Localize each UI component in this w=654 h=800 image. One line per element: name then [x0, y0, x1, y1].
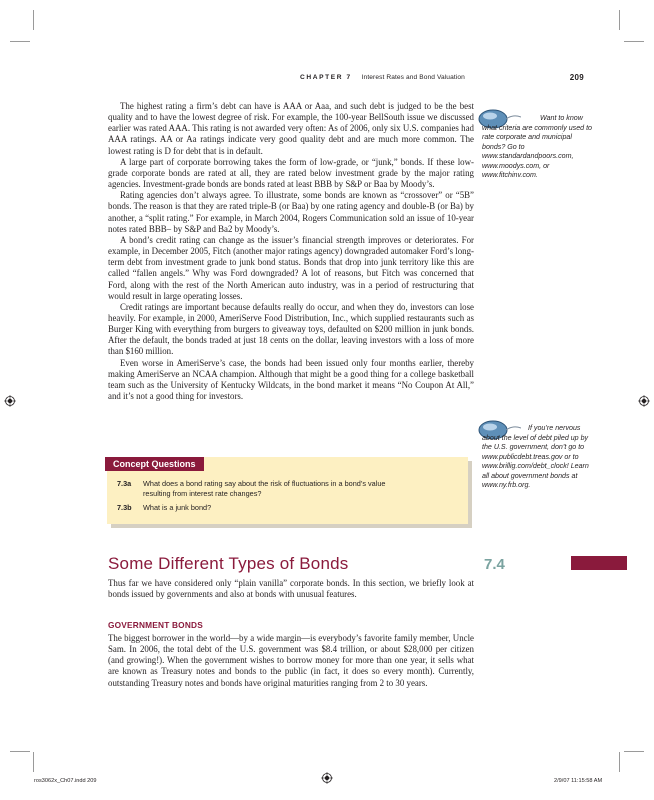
crop-mark: [619, 10, 620, 30]
registration-mark-icon: [638, 395, 650, 407]
section-intro: [108, 578, 474, 600]
footer-file: ros3062x_Ch07.indd 209: [34, 778, 97, 784]
page-number: 209: [569, 73, 584, 82]
question-text-continued: resulting from interest rate changes?: [143, 488, 262, 498]
question-text: What is a junk bond?: [143, 503, 212, 512]
paragraph: Credit ratings are important because defaults really do occur, and when they do, investors can lose heavily. For example, in 2000, AmeriServe Food Distribution, Inc., which supplied restaurants such as Burger King with everything from burgers to giveaway toys, defaulted on $200 million in junk bonds. After the default, the bonds traded at just 18 cents on the dollar, leaving investors with a loss of more than $160 million.: [108, 301, 474, 357]
paragraph: Even worse in AmeriServe’s case, the bonds had been issued only four months earlier, thereby making AmeriServe an NCAA champion. Although that might be a good thing for a college basketball team such as the University of Kentucky Wildcats, in the bond market it means “No Coupon At All,” and it’s not a good thing for investors.: [108, 357, 474, 402]
crop-mark: [10, 751, 30, 752]
margin-note: If you’re nervous about the level of debt piled up by the U.S. government, don’t go to www.publicdebt.treas.gov or to www.brillig.com/debt_clock! Learn all about government bonds at www.ny.frb.org.: [482, 424, 589, 489]
body-text: [108, 101, 474, 402]
paragraph: A large part of corporate borrowing takes the form of low-grade, or “junk,” bonds. If these low-grade corporate bonds are rated at all, they are rated below investment grade by the major rating agencies. Investment-grade bonds are bonds rated at least BBB by S&P or Baa by Moody’s.: [108, 156, 474, 190]
crop-mark: [619, 752, 620, 772]
question-text: What does a bond rating say about the risk of fluctuations in a bond’s value: [143, 479, 386, 488]
running-header: [300, 74, 584, 81]
question-number: 7.3a: [117, 479, 132, 488]
paragraph: Thus far we have considered only “plain vanilla” corporate bonds. In this section, we briefly look at bonds issued by governments and also at bonds with unusual features.: [108, 578, 474, 600]
crop-mark: [33, 10, 34, 30]
margin-note: Want to know what criteria are commonly used to rate corporate and municipal bonds? Go to www.standardandpoors.com, www.moodys.com, or www.fitchinv.com.: [482, 114, 592, 179]
crop-mark: [33, 752, 34, 772]
registration-mark-icon: [321, 772, 333, 784]
section-title: Some Different Types of Bonds: [108, 554, 349, 573]
question-number: 7.3b: [117, 503, 132, 512]
paragraph: The biggest borrower in the world—by a wide margin—is everybody’s favorite family member, Uncle Sam. In 2006, the total debt of the U.S. government was $8.4 trillion, or about $28,000 per citizen (and growing!). When the government wishes to borrow money for more than one year, it sells what are known as Treasury notes and bonds to the public (in fact, it does so every month). Currently, outstanding Treasury notes and bonds have original maturities ranging from 2 to 30 years.: [108, 633, 474, 688]
crop-mark: [624, 41, 644, 42]
paragraph: The highest rating a firm’s debt can have is AAA or Aaa, and such debt is judged to be the best quality and to have the lowest degree of risk. For example, the 100-year BellSouth issue we discussed earlier was rated AAA. This rating is not awarded very often: As of 2006, only six U.S. companies had AAA ratings. AA or Aa ratings indicate very good quality debt and are much more common. The lowest rating is D for debt that is in default.: [108, 101, 474, 156]
paragraph: A bond’s credit rating can change as the issuer’s financial strength improves or deteriorates. For example, in December 2005, Fitch (another major ratings agency) downgraded automaker Ford’s long-term debt from investment grade to junk bond status. Bonds that drop into junk territory like this are called “fallen angels.” Why was Ford downgraded? A lot of reasons, but Fitch was concerned that Ford, along with the rest of the North American auto industry, was in a period of restructuring that would result in large operating losses.: [108, 234, 474, 301]
subheading: GOVERNMENT BONDS: [108, 620, 203, 630]
paragraph: Rating agencies don’t always agree. To illustrate, some bonds are known as “crossover” or “5B” bonds. The reason is that they are rated triple-B (or Baa) by one rating agency and double-B (or Ba) by another, a “split rating.” For example, in March 2004, Rogers Communication sold an issue of 10-year notes rated BBB– by S&P and Ba2 by Moody’s.: [108, 190, 474, 234]
chapter-label: CHAPTER 7: [300, 74, 352, 81]
chapter-title: Interest Rates and Bond Valuation: [361, 74, 465, 81]
crop-mark: [10, 41, 30, 42]
government-bonds-text: [108, 633, 474, 689]
registration-mark-icon: [4, 395, 16, 407]
concept-question: [117, 503, 467, 513]
concept-questions-title: Concept Questions: [105, 457, 204, 471]
footer-timestamp: 2/9/07 11:15:58 AM: [554, 778, 603, 784]
crop-mark: [624, 751, 644, 752]
concept-question: [117, 479, 467, 498]
section-color-bar: [571, 556, 627, 570]
concept-questions-box: [107, 457, 468, 524]
section-number: 7.4: [484, 556, 505, 573]
